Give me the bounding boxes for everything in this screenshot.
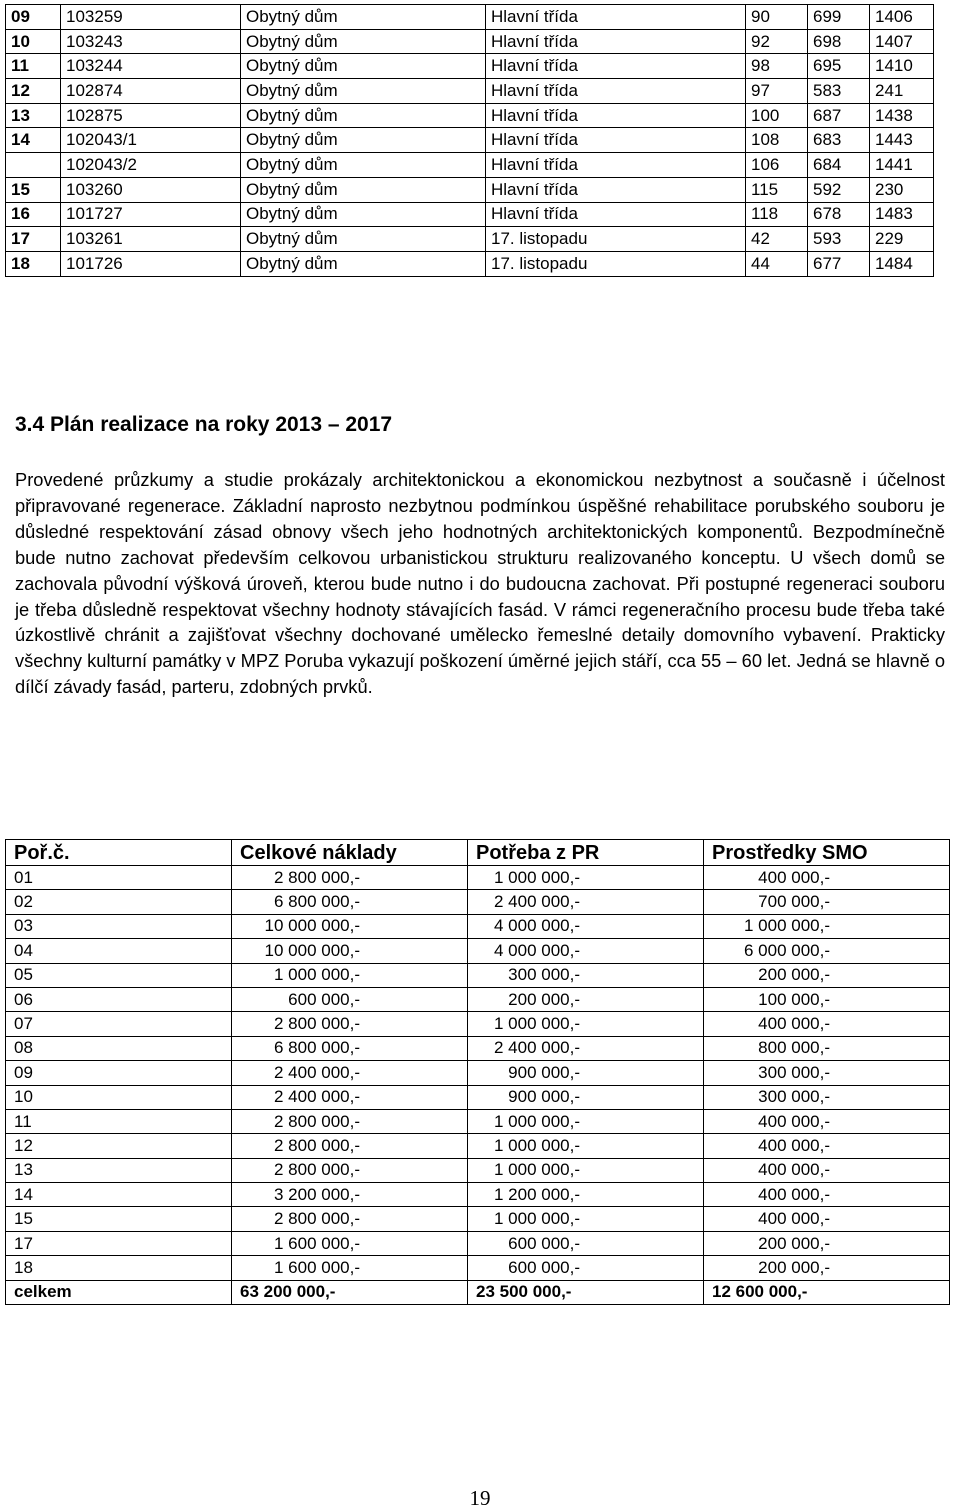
header-smo-funds: Prostředky SMO xyxy=(704,840,950,866)
table-cell: 683 xyxy=(808,128,870,153)
table-cell: 06 xyxy=(6,987,232,1011)
table-cell xyxy=(468,1061,704,1085)
table-cell: Hlavní třída xyxy=(486,54,746,79)
table-cell xyxy=(232,1231,468,1255)
table-row xyxy=(6,1207,950,1231)
amount-value: 6 000 000,- xyxy=(743,940,830,960)
amount-value: 1 600 000,- xyxy=(273,1233,360,1253)
table-cell xyxy=(468,1183,704,1207)
table-row xyxy=(6,1256,950,1280)
table-cell xyxy=(704,987,950,1011)
cost-table-body xyxy=(6,866,950,1305)
table-cell xyxy=(6,153,61,178)
amount-value: 400 000,- xyxy=(758,1209,830,1229)
table-cell: 583 xyxy=(808,79,870,104)
table-row xyxy=(6,177,934,202)
table-cell: 101727 xyxy=(61,202,241,227)
table-cell: 102875 xyxy=(61,103,241,128)
cost-table xyxy=(5,839,950,1305)
table-cell: 11 xyxy=(6,54,61,79)
amount-value: 4 000 000,- xyxy=(493,916,580,936)
table-cell xyxy=(232,890,468,914)
table-cell: 115 xyxy=(746,177,808,202)
table-row xyxy=(6,890,950,914)
table-cell: 1441 xyxy=(870,153,934,178)
amount-value: 1 200 000,- xyxy=(493,1184,580,1204)
amount-value: 2 800 000,- xyxy=(273,1160,360,1180)
table-cell: 17 xyxy=(6,1231,232,1255)
amount-value: 800 000,- xyxy=(758,1038,830,1058)
amount-value: 2 400 000,- xyxy=(493,1038,580,1058)
table-cell: 229 xyxy=(870,227,934,252)
table-cell: 118 xyxy=(746,202,808,227)
table-cell: Obytný dům xyxy=(241,29,486,54)
table-cell xyxy=(232,1036,468,1060)
table-row xyxy=(6,1085,950,1109)
table-cell xyxy=(468,963,704,987)
table-cell: 11 xyxy=(6,1109,232,1133)
table-cell: 10 xyxy=(6,29,61,54)
table-cell xyxy=(704,1183,950,1207)
table-cell xyxy=(232,914,468,938)
table-cell: 12 xyxy=(6,1134,232,1158)
table-cell xyxy=(468,1231,704,1255)
table-cell xyxy=(232,1061,468,1085)
amount-value: 6 800 000,- xyxy=(273,892,360,912)
table-cell xyxy=(468,1085,704,1109)
table-cell: 10 xyxy=(6,1085,232,1109)
table-cell: 03 xyxy=(6,914,232,938)
amount-value: 1 000 000,- xyxy=(493,1135,580,1155)
table-cell: 16 xyxy=(6,202,61,227)
table-cell: 02 xyxy=(6,890,232,914)
table-cell xyxy=(232,987,468,1011)
table-cell: 97 xyxy=(746,79,808,104)
table-cell xyxy=(468,939,704,963)
table-cell xyxy=(704,890,950,914)
table-cell: celkem xyxy=(6,1280,232,1304)
table-cell: 1483 xyxy=(870,202,934,227)
table-cell xyxy=(704,866,950,890)
amount-value: 2 400 000,- xyxy=(273,1062,360,1082)
amount-value: 200 000,- xyxy=(758,1257,830,1277)
table-cell: 17 xyxy=(6,227,61,252)
table-cell: 678 xyxy=(808,202,870,227)
table-cell xyxy=(704,914,950,938)
page-number: 19 xyxy=(469,1486,491,1510)
amount-value: 10 000 000,- xyxy=(264,916,360,936)
table-cell: 100 xyxy=(746,103,808,128)
table-cell xyxy=(232,1012,468,1036)
table-cell: 677 xyxy=(808,251,870,276)
table-cell: 15 xyxy=(6,177,61,202)
amount-value: 300 000,- xyxy=(758,1062,830,1082)
table-cell: Hlavní třída xyxy=(486,128,746,153)
table-row xyxy=(6,1061,950,1085)
table-cell: 18 xyxy=(6,1256,232,1280)
table-cell: 687 xyxy=(808,103,870,128)
table-row xyxy=(6,79,934,104)
amount-value: 400 000,- xyxy=(758,1111,830,1131)
table-cell: Obytný dům xyxy=(241,202,486,227)
table-cell xyxy=(704,1231,950,1255)
table-cell xyxy=(704,1036,950,1060)
header-order: Poř.č. xyxy=(6,840,232,866)
table-cell: 09 xyxy=(6,5,61,30)
amount-value: 1 000 000,- xyxy=(493,1209,580,1229)
table-cell: Hlavní třída xyxy=(486,79,746,104)
table-cell: Hlavní třída xyxy=(486,103,746,128)
table-cell: 07 xyxy=(6,1012,232,1036)
table-cell: 1407 xyxy=(870,29,934,54)
table-row xyxy=(6,1183,950,1207)
table-cell: Obytný dům xyxy=(241,79,486,104)
table-row xyxy=(6,963,950,987)
table-cell: Hlavní třída xyxy=(486,29,746,54)
table-cell: 102043/1 xyxy=(61,128,241,153)
table-cell xyxy=(232,939,468,963)
table-cell xyxy=(704,1061,950,1085)
table-cell: 42 xyxy=(746,227,808,252)
table-row xyxy=(6,251,934,276)
table-row xyxy=(6,128,934,153)
amount-value: 400 000,- xyxy=(758,867,830,887)
table-cell: Hlavní třída xyxy=(486,153,746,178)
table-cell xyxy=(232,1109,468,1133)
table-row xyxy=(6,54,934,79)
table-cell: 103243 xyxy=(61,29,241,54)
amount-value: 1 000 000,- xyxy=(273,965,360,985)
amount-value: 3 200 000,- xyxy=(273,1184,360,1204)
table-cell: 18 xyxy=(6,251,61,276)
table-cell xyxy=(232,963,468,987)
table-cell: Hlavní třída xyxy=(486,177,746,202)
table-cell: 1406 xyxy=(870,5,934,30)
amount-value: 1 000 000,- xyxy=(743,916,830,936)
table-cell: 14 xyxy=(6,1183,232,1207)
table-cell xyxy=(704,1134,950,1158)
table-cell xyxy=(232,1085,468,1109)
table-cell: 1443 xyxy=(870,128,934,153)
table-row xyxy=(6,153,934,178)
table-cell: Obytný dům xyxy=(241,177,486,202)
table-cell: 102043/2 xyxy=(61,153,241,178)
amount-value: 2 400 000,- xyxy=(493,892,580,912)
table-row xyxy=(6,227,934,252)
amount-value: 300 000,- xyxy=(508,965,580,985)
table-cell: 63 200 000,- xyxy=(232,1280,468,1304)
table-cell xyxy=(704,1158,950,1182)
amount-value: 400 000,- xyxy=(758,1135,830,1155)
table-cell: 14 xyxy=(6,128,61,153)
header-total-costs: Celkové náklady xyxy=(232,840,468,866)
table-cell xyxy=(468,1036,704,1060)
amount-value: 1 000 000,- xyxy=(493,1111,580,1131)
table-cell: 106 xyxy=(746,153,808,178)
table-cell: 13 xyxy=(6,103,61,128)
amount-value: 200 000,- xyxy=(758,1233,830,1253)
header-pr-need: Potřeba z PR xyxy=(468,840,704,866)
table-cell: 01 xyxy=(6,866,232,890)
table-cell: 103259 xyxy=(61,5,241,30)
table-row xyxy=(6,1158,950,1182)
amount-value: 10 000 000,- xyxy=(264,940,360,960)
table-cell: Hlavní třída xyxy=(486,202,746,227)
table-cell xyxy=(468,1134,704,1158)
table-cell: 698 xyxy=(808,29,870,54)
table-cell: 05 xyxy=(6,963,232,987)
amount-value: 900 000,- xyxy=(508,1062,580,1082)
table-cell: 12 600 000,- xyxy=(704,1280,950,1304)
table-cell xyxy=(704,1109,950,1133)
table-row xyxy=(6,914,950,938)
table-cell: 102874 xyxy=(61,79,241,104)
amount-value: 200 000,- xyxy=(508,989,580,1009)
table-cell: Obytný dům xyxy=(241,103,486,128)
table-cell: 695 xyxy=(808,54,870,79)
table-cell xyxy=(232,1183,468,1207)
table-cell xyxy=(704,939,950,963)
table-row xyxy=(6,1231,950,1255)
table-cell: 92 xyxy=(746,29,808,54)
cost-table-header-row xyxy=(6,840,950,866)
table-cell: 13 xyxy=(6,1158,232,1182)
table-cell: 241 xyxy=(870,79,934,104)
table-row xyxy=(6,202,934,227)
table-cell xyxy=(704,1256,950,1280)
amount-value: 900 000,- xyxy=(508,1087,580,1107)
table-row xyxy=(6,866,950,890)
table-cell: 593 xyxy=(808,227,870,252)
table-cell xyxy=(232,1207,468,1231)
table-cell: 08 xyxy=(6,1036,232,1060)
table-cell xyxy=(468,1012,704,1036)
table-cell: Obytný dům xyxy=(241,54,486,79)
table-row xyxy=(6,987,950,1011)
table-cell xyxy=(468,890,704,914)
table-cell xyxy=(468,914,704,938)
table-cell: 44 xyxy=(746,251,808,276)
table-cell: 04 xyxy=(6,939,232,963)
table-row xyxy=(6,1134,950,1158)
table-cell: 12 xyxy=(6,79,61,104)
table-row xyxy=(6,1109,950,1133)
amount-value: 400 000,- xyxy=(758,1184,830,1204)
table-cell: 1438 xyxy=(870,103,934,128)
table-cell: 103261 xyxy=(61,227,241,252)
amount-value: 2 800 000,- xyxy=(273,867,360,887)
amount-value: 2 400 000,- xyxy=(273,1087,360,1107)
table-cell xyxy=(704,1207,950,1231)
table-cell xyxy=(468,1256,704,1280)
table-cell xyxy=(704,1012,950,1036)
building-table xyxy=(5,4,934,277)
amount-value: 1 000 000,- xyxy=(493,1160,580,1180)
table-cell xyxy=(468,866,704,890)
amount-value: 1 000 000,- xyxy=(493,867,580,887)
amount-value: 700 000,- xyxy=(758,892,830,912)
amount-value: 100 000,- xyxy=(758,989,830,1009)
table-cell: 230 xyxy=(870,177,934,202)
amount-value: 200 000,- xyxy=(758,965,830,985)
table-row xyxy=(6,1036,950,1060)
amount-value: 600 000,- xyxy=(288,989,360,1009)
table-cell xyxy=(468,987,704,1011)
table-cell: Obytný dům xyxy=(241,128,486,153)
section-paragraph: Provedené průzkumy a studie prokázaly architektonickou a ekonomickou nezbytnost a současně i účelnost připravované regenerace. Základní naprosto nezbytnou podmínkou úspěšné rehabilitace porubského souboru je důsledné respektování zásad obnovy všech jeho hodnotných architektonických komponentů. Bezpodmínečně bude nutno zachovat především celkovou urbanistickou strukturu realizovaného konceptu. U všech domů se zachovala původní výšková úroveň, kterou bude nutno i do budoucna zachovat. Při postupné regeneraci souboru je třeba důsledně respektovat všechny hodnoty stávajících fasád. V rámci regeneračního procesu bude třeba také úzkostlivě chránit a zajišťovat všechny dochované umělecko řemeslné detaily domovního vybavení. Prakticky všechny kulturní památky v MPZ Poruba vykazují poškození úměrné jejich stáří, cca 55 – 60 let. Jedná se hlavně o dílčí závady fasád, parteru, zdobných prvků. xyxy=(15,469,945,698)
table-cell xyxy=(468,1158,704,1182)
table-cell: 1410 xyxy=(870,54,934,79)
table-cell xyxy=(232,866,468,890)
table-cell: 592 xyxy=(808,177,870,202)
table-row xyxy=(6,939,950,963)
amount-value: 2 800 000,- xyxy=(273,1209,360,1229)
table-cell: Hlavní třída xyxy=(486,5,746,30)
table-row xyxy=(6,103,934,128)
section-heading: 3.4 Plán realizace na roky 2013 – 2017 xyxy=(15,413,393,436)
table-row xyxy=(6,1012,950,1036)
table-row xyxy=(6,5,934,30)
table-cell: 98 xyxy=(746,54,808,79)
table-cell xyxy=(468,1109,704,1133)
table-cell: 17. listopadu xyxy=(486,227,746,252)
table-cell: Obytný dům xyxy=(241,227,486,252)
amount-value: 2 800 000,- xyxy=(273,1111,360,1131)
amount-value: 400 000,- xyxy=(758,1014,830,1034)
amount-value: 2 800 000,- xyxy=(273,1014,360,1034)
table-cell: 103260 xyxy=(61,177,241,202)
amount-value: 400 000,- xyxy=(758,1160,830,1180)
building-table-body xyxy=(6,5,934,277)
amount-value: 300 000,- xyxy=(758,1087,830,1107)
table-cell: 699 xyxy=(808,5,870,30)
table-cell: 17. listopadu xyxy=(486,251,746,276)
amount-value: 6 800 000,- xyxy=(273,1038,360,1058)
table-cell: Obytný dům xyxy=(241,5,486,30)
amount-value: 1 000 000,- xyxy=(493,1014,580,1034)
table-cell: 15 xyxy=(6,1207,232,1231)
table-cell xyxy=(704,1085,950,1109)
table-cell: Obytný dům xyxy=(241,251,486,276)
table-cell xyxy=(232,1158,468,1182)
total-row xyxy=(6,1280,950,1304)
table-cell: 684 xyxy=(808,153,870,178)
amount-value: 600 000,- xyxy=(508,1257,580,1277)
table-cell xyxy=(232,1256,468,1280)
table-cell: Obytný dům xyxy=(241,153,486,178)
amount-value: 1 600 000,- xyxy=(273,1257,360,1277)
table-cell: 90 xyxy=(746,5,808,30)
table-cell: 108 xyxy=(746,128,808,153)
table-cell: 103244 xyxy=(61,54,241,79)
table-row xyxy=(6,29,934,54)
table-cell: 09 xyxy=(6,1061,232,1085)
table-cell: 23 500 000,- xyxy=(468,1280,704,1304)
table-cell: 101726 xyxy=(61,251,241,276)
amount-value: 4 000 000,- xyxy=(493,940,580,960)
table-cell xyxy=(232,1134,468,1158)
table-cell xyxy=(704,963,950,987)
table-cell xyxy=(468,1207,704,1231)
amount-value: 600 000,- xyxy=(508,1233,580,1253)
amount-value: 2 800 000,- xyxy=(273,1135,360,1155)
table-cell: 1484 xyxy=(870,251,934,276)
